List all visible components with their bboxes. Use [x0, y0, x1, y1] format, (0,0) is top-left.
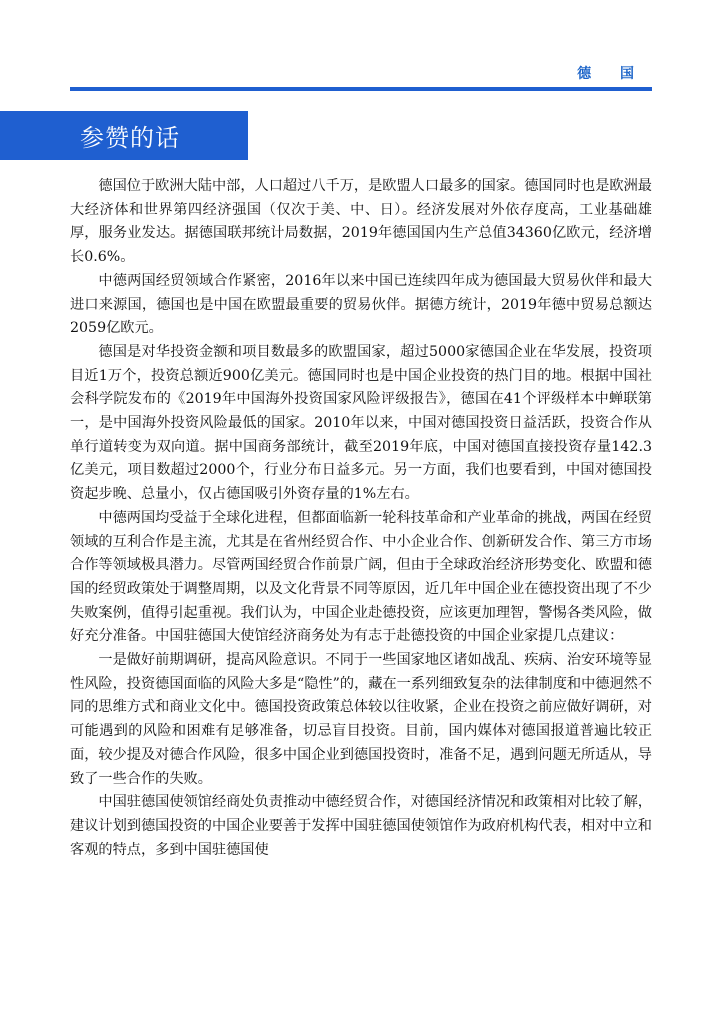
- paragraph-1: 德国位于欧洲大陆中部，人口超过八千万，是欧盟人口最多的国家。德国同时也是欧洲最大经济体和世界第四经济强国（仅次于美、中、日）。经济发展对外依存度高，工业基础雄厚，服务业发达。据德国联邦统计局数据，2019年德国国内生产总值34360亿欧元，经济增长0.6%。: [70, 178, 652, 266]
- header-rule: [70, 87, 652, 91]
- section-title: 参赞的话: [80, 124, 180, 152]
- paragraph-2: 中德两国经贸领域合作紧密，2016年以来中国已连续四年成为德国最大贸易伙伴和最大进口来源国，德国也是中国在欧盟最重要的贸易伙伴。据德方统计，2019年德中贸易总额达2059亿欧元。: [70, 272, 652, 337]
- paragraph-3: 德国是对华投资金额和项目数最多的欧盟国家，超过5000家德国企业在华发展，投资项目近1万个，投资总额近900亿美元。德国同时也是中国企业投资的热门目的地。根据中国社会科学院发布的《2019年中国海外投资国家风险评级报告》，德国在41个评级样本中蝉联第一，是中国海外投资风险最低的国家。2010年以来，中国对德国投资日益活跃，投资合作从单行道转变为双向道。据中国商务部统计，截至2019年底，中国对德国直接投资存量142.3亿美元，项目数超过2000个，行业分布日益多元。另一方面，我们也要看到，中国对德国投资起步晚、总量小，仅占德国吸引外资存量的1%左右。: [70, 343, 652, 503]
- paragraph-4: 中德两国均受益于全球化进程，但都面临新一轮科技革命和产业革命的挑战，两国在经贸领域的互利合作是主流，尤其是在省州经贸合作、中小企业合作、创新研发合作、第三方市场合作等领域极具潜力。尽管两国经贸合作前景广阔，但由于全球政治经济形势变化、欧盟和德国的经贸政策处于调整周期，以及文化背景不同等原因，近几年中国企业在德投资出现了不少失败案例，值得引起重视。我们认为，中国企业赴德投资，应该更加理智，警惕各类风险，做好充分准备。中国驻德国大使馆经济商务处为有志于赴德投资的中国企业家提几点建议：: [70, 509, 652, 645]
- running-head: 德 国: [577, 66, 646, 82]
- paragraph-5: 一是做好前期调研，提高风险意识。不同于一些国家地区诸如战乱、疾病、治安环境等显性风险，投资德国面临的风险大多是“隐性”的，藏在一系列细致复杂的法律制度和中德迥然不同的思维方式和商业文化中。德国投资政策总体较以往收紧，企业在投资之前应做好调研，对可能遇到的风险和困难有足够准备，切忌盲目投资。目前，国内媒体对德国报道普遍比较正面，较少提及对德合作风险，很多中国企业到德国投资时，准备不足，遇到问题无所适从，导致了一些合作的失败。: [70, 652, 653, 787]
- article-body: [70, 175, 652, 862]
- paragraph-6: 中国驻德国使领馆经商处负责推动中德经贸合作，对德国经济情况和政策相对比较了解，建议计划到德国投资的中国企业要善于发挥中国驻德国使领馆作为政府机构代表，相对中立和客观的特点，多到中国驻德国使: [70, 794, 652, 858]
- section-title-block: [0, 111, 248, 160]
